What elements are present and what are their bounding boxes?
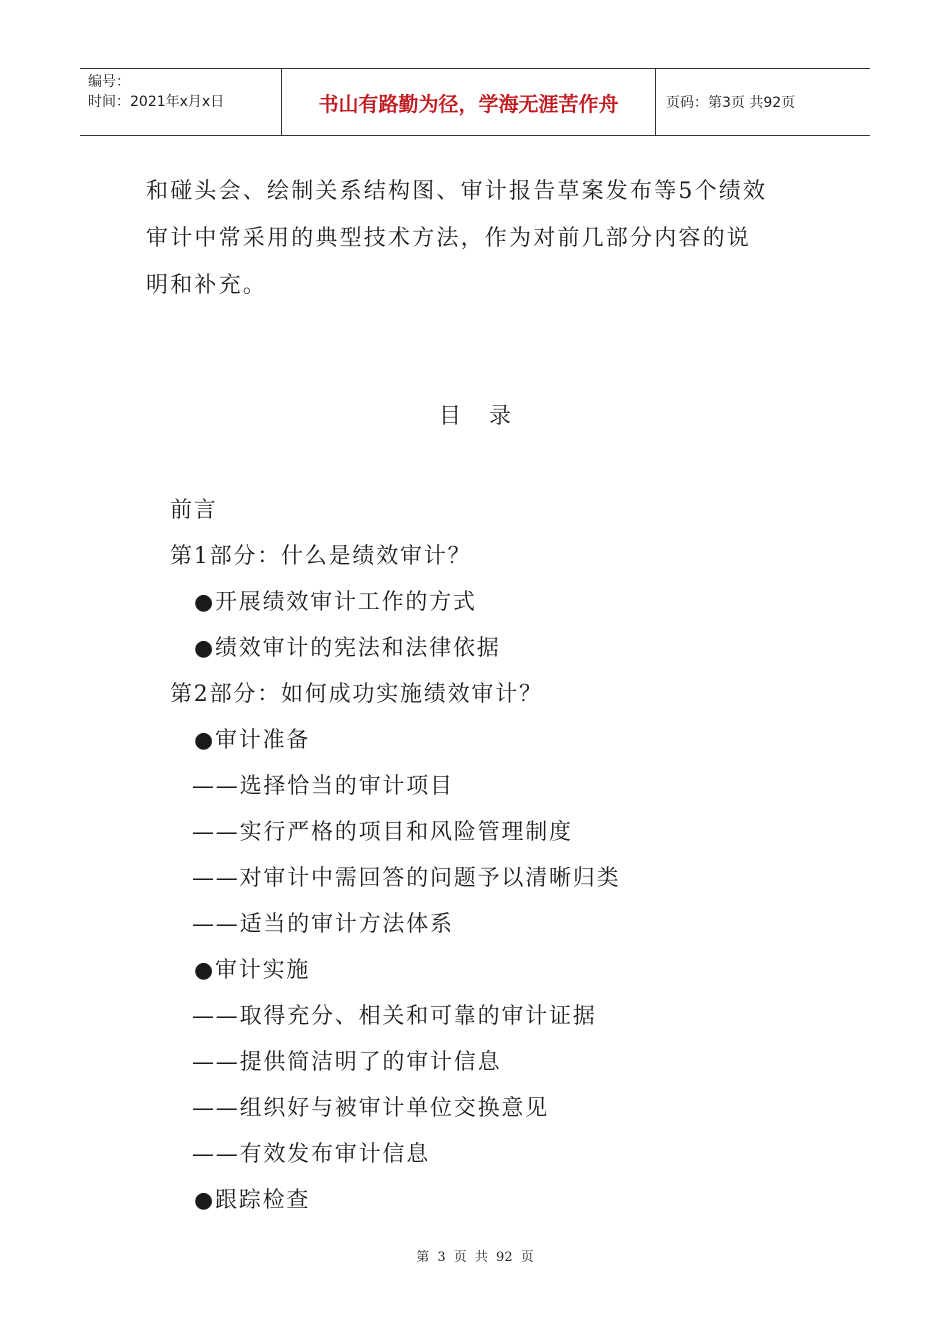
toc-title: 目录 [438, 404, 539, 429]
toc-item[interactable]: ——取得充分、相关和可靠的审计证据 [192, 1004, 597, 1029]
toc-item[interactable]: 前言 [170, 498, 218, 523]
toc-item[interactable]: ——提供简洁明了的审计信息 [192, 1050, 502, 1075]
toc-item[interactable]: ●跟踪检查 [194, 1188, 311, 1213]
table-of-contents [170, 488, 790, 1224]
toc-item[interactable]: ——有效发布审计信息 [192, 1142, 431, 1167]
header-meta-cell [80, 69, 282, 135]
time-label: 时间：2021年x月x日 [88, 94, 225, 110]
toc-item[interactable]: ●审计准备 [194, 728, 311, 753]
toc-item[interactable]: ●审计实施 [194, 958, 311, 983]
intro-line: 明和补充。 [146, 273, 268, 298]
header-page-cell [656, 69, 870, 135]
intro-paragraph [146, 168, 826, 309]
intro-line: 审计中常采用的典型技术方法，作为对前几部分内容的说 [146, 226, 752, 251]
toc-item[interactable]: ●开展绩效审计工作的方式 [194, 590, 477, 615]
toc-item[interactable]: 第2部分：如何成功实施绩效审计？ [170, 682, 543, 707]
toc-item[interactable]: ——组织好与被审计单位交换意见 [192, 1096, 550, 1121]
toc-item[interactable]: ——实行严格的项目和风险管理制度 [192, 820, 573, 845]
intro-line: 和碰头会、绘制关系结构图、审计报告草案发布等5个绩效 [146, 179, 768, 204]
page-footer: 第 3 页 共 92 页 [416, 1250, 534, 1265]
toc-item[interactable]: ——选择恰当的审计项目 [192, 774, 454, 799]
header-motto-cell [282, 69, 656, 135]
serial-label: 编号： [88, 74, 130, 90]
header-page-info: 页码：第3页 共92页 [666, 95, 796, 111]
toc-item[interactable]: ——对审计中需回答的问题予以清晰归类 [192, 866, 621, 891]
toc-item[interactable]: ●绩效审计的宪法和法律依据 [194, 636, 501, 661]
page-header [80, 68, 870, 136]
toc-item[interactable]: ——适当的审计方法体系 [192, 912, 454, 937]
toc-item[interactable]: 第1部分：什么是绩效审计？ [170, 544, 472, 569]
header-motto: 书山有路勤为径，学海无涯苦作舟 [318, 91, 619, 116]
